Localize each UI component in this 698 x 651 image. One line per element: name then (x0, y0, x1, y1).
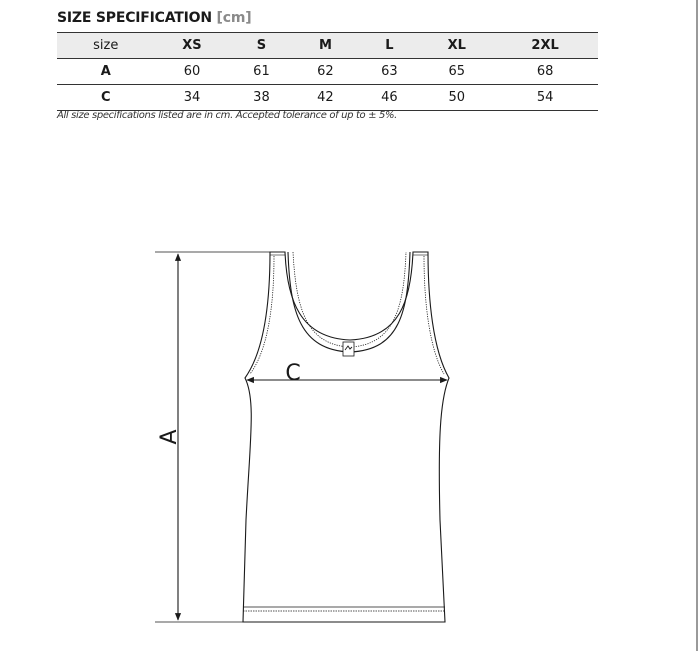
brand-label-icon (343, 342, 354, 356)
cell-c-2xl: 54 (492, 85, 598, 111)
cell-a-xs: 60 (155, 59, 230, 85)
cell-c-l: 46 (357, 85, 421, 111)
cell-c-s: 38 (229, 85, 293, 111)
cell-a-m: 62 (293, 59, 357, 85)
cell-a-xl: 65 (421, 59, 492, 85)
size-header-xl: XL (421, 33, 492, 59)
cell-c-xs: 34 (155, 85, 230, 111)
size-header-m: M (293, 33, 357, 59)
size-header-xs: XS (155, 33, 230, 59)
dimension-c-label: C (285, 361, 301, 386)
title-unit: [cm] (216, 10, 252, 26)
cell-c-xl: 50 (421, 85, 492, 111)
title-main: SIZE SPECIFICATION (57, 10, 212, 26)
cell-a-l: 63 (357, 59, 421, 85)
dimension-a-label: A (157, 429, 182, 445)
tolerance-note: All size specifications listed are in cm. Accepted tolerance of up to ± 5%. (57, 110, 397, 121)
row-label-c: C (57, 85, 155, 111)
cell-a-s: 61 (229, 59, 293, 85)
tank-top-outline (243, 252, 449, 622)
size-header-label: size (57, 33, 155, 59)
cell-a-2xl: 68 (492, 59, 598, 85)
size-header-s: S (229, 33, 293, 59)
size-header-l: L (357, 33, 421, 59)
size-header-2xl: 2XL (492, 33, 598, 59)
cell-c-m: 42 (293, 85, 357, 111)
row-label-a: A (57, 59, 155, 85)
